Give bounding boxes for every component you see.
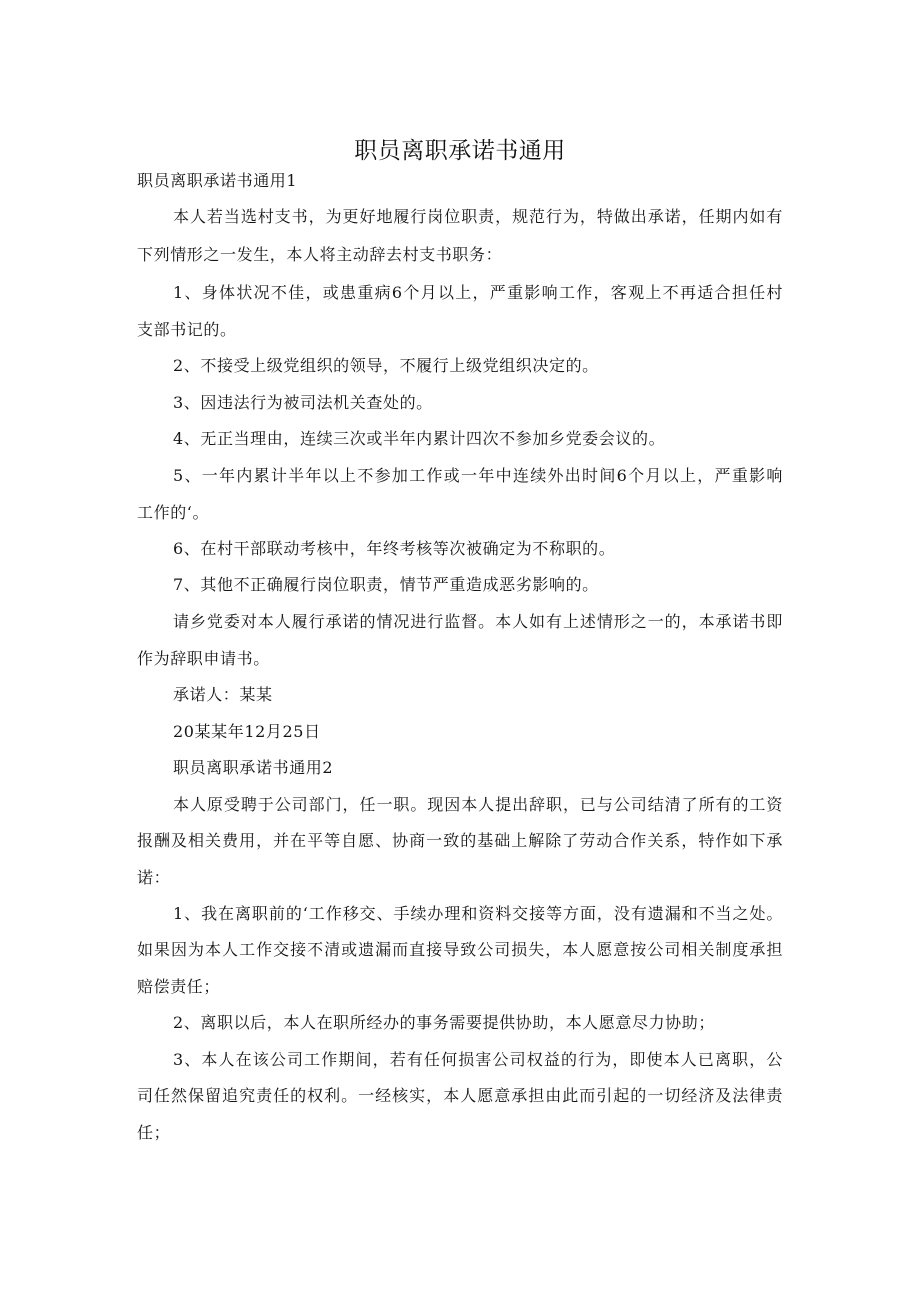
paragraph-line: 承诺人：某某 xyxy=(173,685,273,704)
paragraph-line: 7、其他不正确履行岗位职责，情节严重造成恶劣影响的。 xyxy=(173,575,599,594)
paragraph-line: 3、本人在该公司工作期间，若有任何损害公司权益的行为，即使本人已离职，公 xyxy=(173,1050,784,1069)
paragraph-line: 2、离职以后，本人在职所经办的事务需要提供协助，本人愿意尽力协助； xyxy=(173,1013,715,1032)
paragraph-line: 请乡党委对本人履行承诺的情况进行监督。本人如有上述情形之一的，本承诺书即 xyxy=(173,612,784,631)
paragraph-line: 6、在村干部联动考核中，年终考核等次被确定为不称职的。 xyxy=(173,539,616,558)
paragraph-line: 职员离职承诺书通用2 xyxy=(173,758,334,777)
paragraph-line: 工作的‘。 xyxy=(137,503,210,522)
paragraph-line: 如果因为本人工作交接不清或遗漏而直接导致公司损失，本人愿意按公司相关制度承担 xyxy=(137,940,784,959)
paragraph-line: 4、无正当理由，连续三次或半年内累计四次不参加乡党委会议的。 xyxy=(173,429,666,448)
paragraph-line: 司任然保留追究责任的权利。一经核实，本人愿意承担由此而引起的一切经济及法律责 xyxy=(137,1086,784,1105)
document-title: 职员离职承诺书通用 xyxy=(354,138,566,164)
paragraph-line: 1、身体状况不佳，或患重病6个月以上，严重影响工作，客观上不再适合担任村 xyxy=(173,283,784,302)
paragraph-line: 3、因违法行为被司法机关查处的。 xyxy=(173,393,433,412)
paragraph-line: 下列情形之一发生，本人将主动辞去村支书职务： xyxy=(137,245,503,264)
paragraph-line: 2、不接受上级党组织的领导，不履行上级党组织决定的。 xyxy=(173,356,599,375)
paragraph-line: 20某某年12月25日 xyxy=(173,722,321,741)
paragraph-line: 报酬及相关费用，并在平等自愿、协商一致的基础上解除了劳动合作关系，特作如下承 xyxy=(137,831,784,850)
paragraph-line: 赔偿责任； xyxy=(137,977,221,996)
paragraph-line: 任； xyxy=(137,1123,171,1142)
paragraph-line: 作为辞职申请书。 xyxy=(137,649,270,668)
paragraph-line: 支部书记的。 xyxy=(137,320,237,339)
paragraph-line: 5、一年内累计半年以上不参加工作或一年中连续外出时间6个月以上，严重影响 xyxy=(173,466,784,485)
paragraph-line: 诺： xyxy=(137,868,171,887)
paragraph-line: 1、我在离职前的‘工作移交、手续办理和资料交接等方面，没有遗漏和不当之处。 xyxy=(173,904,784,923)
paragraph-line: 职员离职承诺书通用1 xyxy=(137,171,298,190)
paragraph-line: 本人原受聘于公司部门，任一职。现因本人提出辞职，已与公司结清了所有的工资 xyxy=(173,795,784,814)
paragraph-line: 本人若当选村支书，为更好地履行岗位职责，规范行为，特做出承诺，任期内如有 xyxy=(173,207,784,226)
